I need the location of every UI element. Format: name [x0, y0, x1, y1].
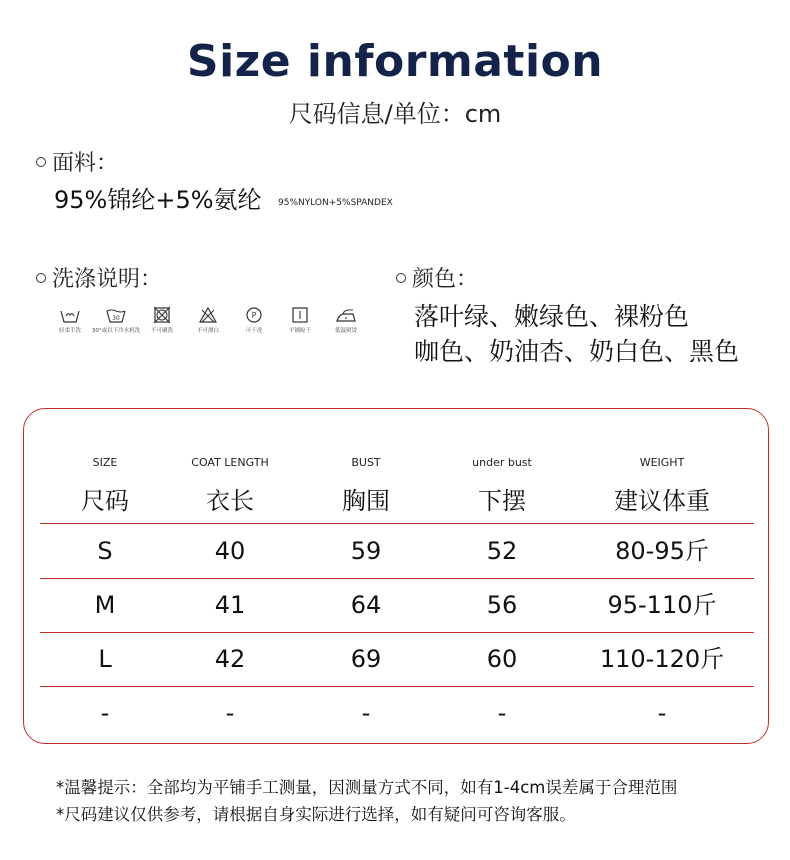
no-bleach-icon	[197, 306, 219, 324]
table-row	[40, 686, 754, 740]
svg-text:P: P	[251, 311, 257, 320]
fabric-label: 面料：	[52, 151, 119, 176]
table-row	[40, 524, 754, 578]
table-cell: -	[657, 699, 667, 727]
header-en-bust: BUST	[351, 456, 381, 469]
table-cell: M	[94, 591, 116, 619]
color-section	[396, 262, 478, 293]
bullet-icon	[396, 273, 406, 283]
table-cell: L	[98, 645, 112, 673]
table-cell: 69	[350, 645, 382, 673]
care-label: 不可漂白	[196, 328, 219, 334]
note-line-2: *尺码建议仅供参考，请根据自身实际进行选择，如有疑问可咨询客服。	[56, 805, 576, 824]
hand-wash-icon	[59, 306, 81, 324]
header-en-weight: WEIGHT	[639, 456, 685, 469]
care-icons	[50, 306, 366, 334]
bullet-icon	[36, 273, 46, 283]
table-cell: 56	[486, 591, 518, 619]
table-cell: 64	[350, 591, 382, 619]
care-label: 低温熨烫	[334, 328, 357, 334]
care-item	[234, 306, 274, 334]
table-row	[40, 578, 754, 632]
table-cell: -	[100, 699, 110, 727]
care-label: 平铺晾干	[288, 328, 311, 334]
header-en-under-bust: under bust	[472, 456, 532, 469]
flat-dry-icon	[289, 306, 311, 324]
care-item	[50, 306, 90, 334]
svg-text:30: 30	[112, 315, 120, 322]
page-title: Size information	[186, 36, 604, 87]
fabric-cn: 95%锦纶+5%氨纶	[54, 186, 262, 214]
table-cell: 95-110斤	[607, 591, 717, 619]
table-cell: 40	[214, 537, 246, 565]
header-cn-under-bust: 下摆	[478, 487, 526, 515]
color-line-1: 落叶绿、嫩绿色、裸粉色	[414, 302, 690, 331]
table-cell: 80-95斤	[615, 537, 709, 565]
color-label: 颜色：	[412, 267, 479, 292]
care-label: 30°或以下冷水机洗	[91, 328, 141, 334]
care-item	[142, 306, 182, 334]
table-cell: -	[225, 699, 235, 727]
wash-label: 洗涤说明：	[52, 267, 163, 292]
care-label: 不可刷洗	[150, 328, 173, 334]
table-cell: 41	[214, 591, 246, 619]
care-item	[326, 306, 366, 334]
bullet-icon	[36, 157, 46, 167]
header-en-coat-length: COAT LENGTH	[191, 456, 269, 469]
header-cn-size: 尺码	[81, 487, 129, 515]
fabric-en: 95%NYLON+5%SPANDEX	[278, 198, 393, 208]
table-cell: -	[361, 699, 371, 727]
size-table	[23, 408, 769, 744]
table-cell: S	[97, 537, 113, 565]
no-tumble-dry-icon	[151, 306, 173, 324]
color-line-2: 咖色、奶油杏、奶白色、黑色	[414, 337, 740, 366]
fabric-section	[36, 146, 118, 177]
header-en-size: SIZE	[92, 456, 118, 469]
dry-clean-icon	[243, 306, 265, 324]
table-cell: 110-120斤	[599, 645, 725, 673]
low-iron-icon	[335, 306, 357, 324]
header-cn-bust: 胸围	[342, 487, 390, 515]
care-item	[188, 306, 228, 334]
table-cell: 60	[486, 645, 518, 673]
table-cell: -	[497, 699, 507, 727]
table-cell: 52	[486, 537, 518, 565]
page-subtitle: 尺码信息/单位：cm	[288, 100, 502, 128]
care-label: 轻柔手洗	[58, 328, 81, 334]
care-item	[91, 306, 141, 334]
care-item	[280, 306, 320, 334]
note-line-1: *温馨提示：全部均为平铺手工测量，因测量方式不同，如有1-4cm误差属于合理范围	[56, 778, 678, 797]
table-cell: 59	[350, 537, 382, 565]
care-label: 可干洗	[245, 328, 263, 334]
header-cn-weight: 建议体重	[614, 487, 710, 515]
wash-section	[36, 262, 162, 293]
header-cn-coat-length: 衣长	[206, 487, 254, 515]
table-row	[40, 632, 754, 686]
table-cell: 42	[214, 645, 246, 673]
machine-wash-30-icon	[105, 306, 127, 324]
